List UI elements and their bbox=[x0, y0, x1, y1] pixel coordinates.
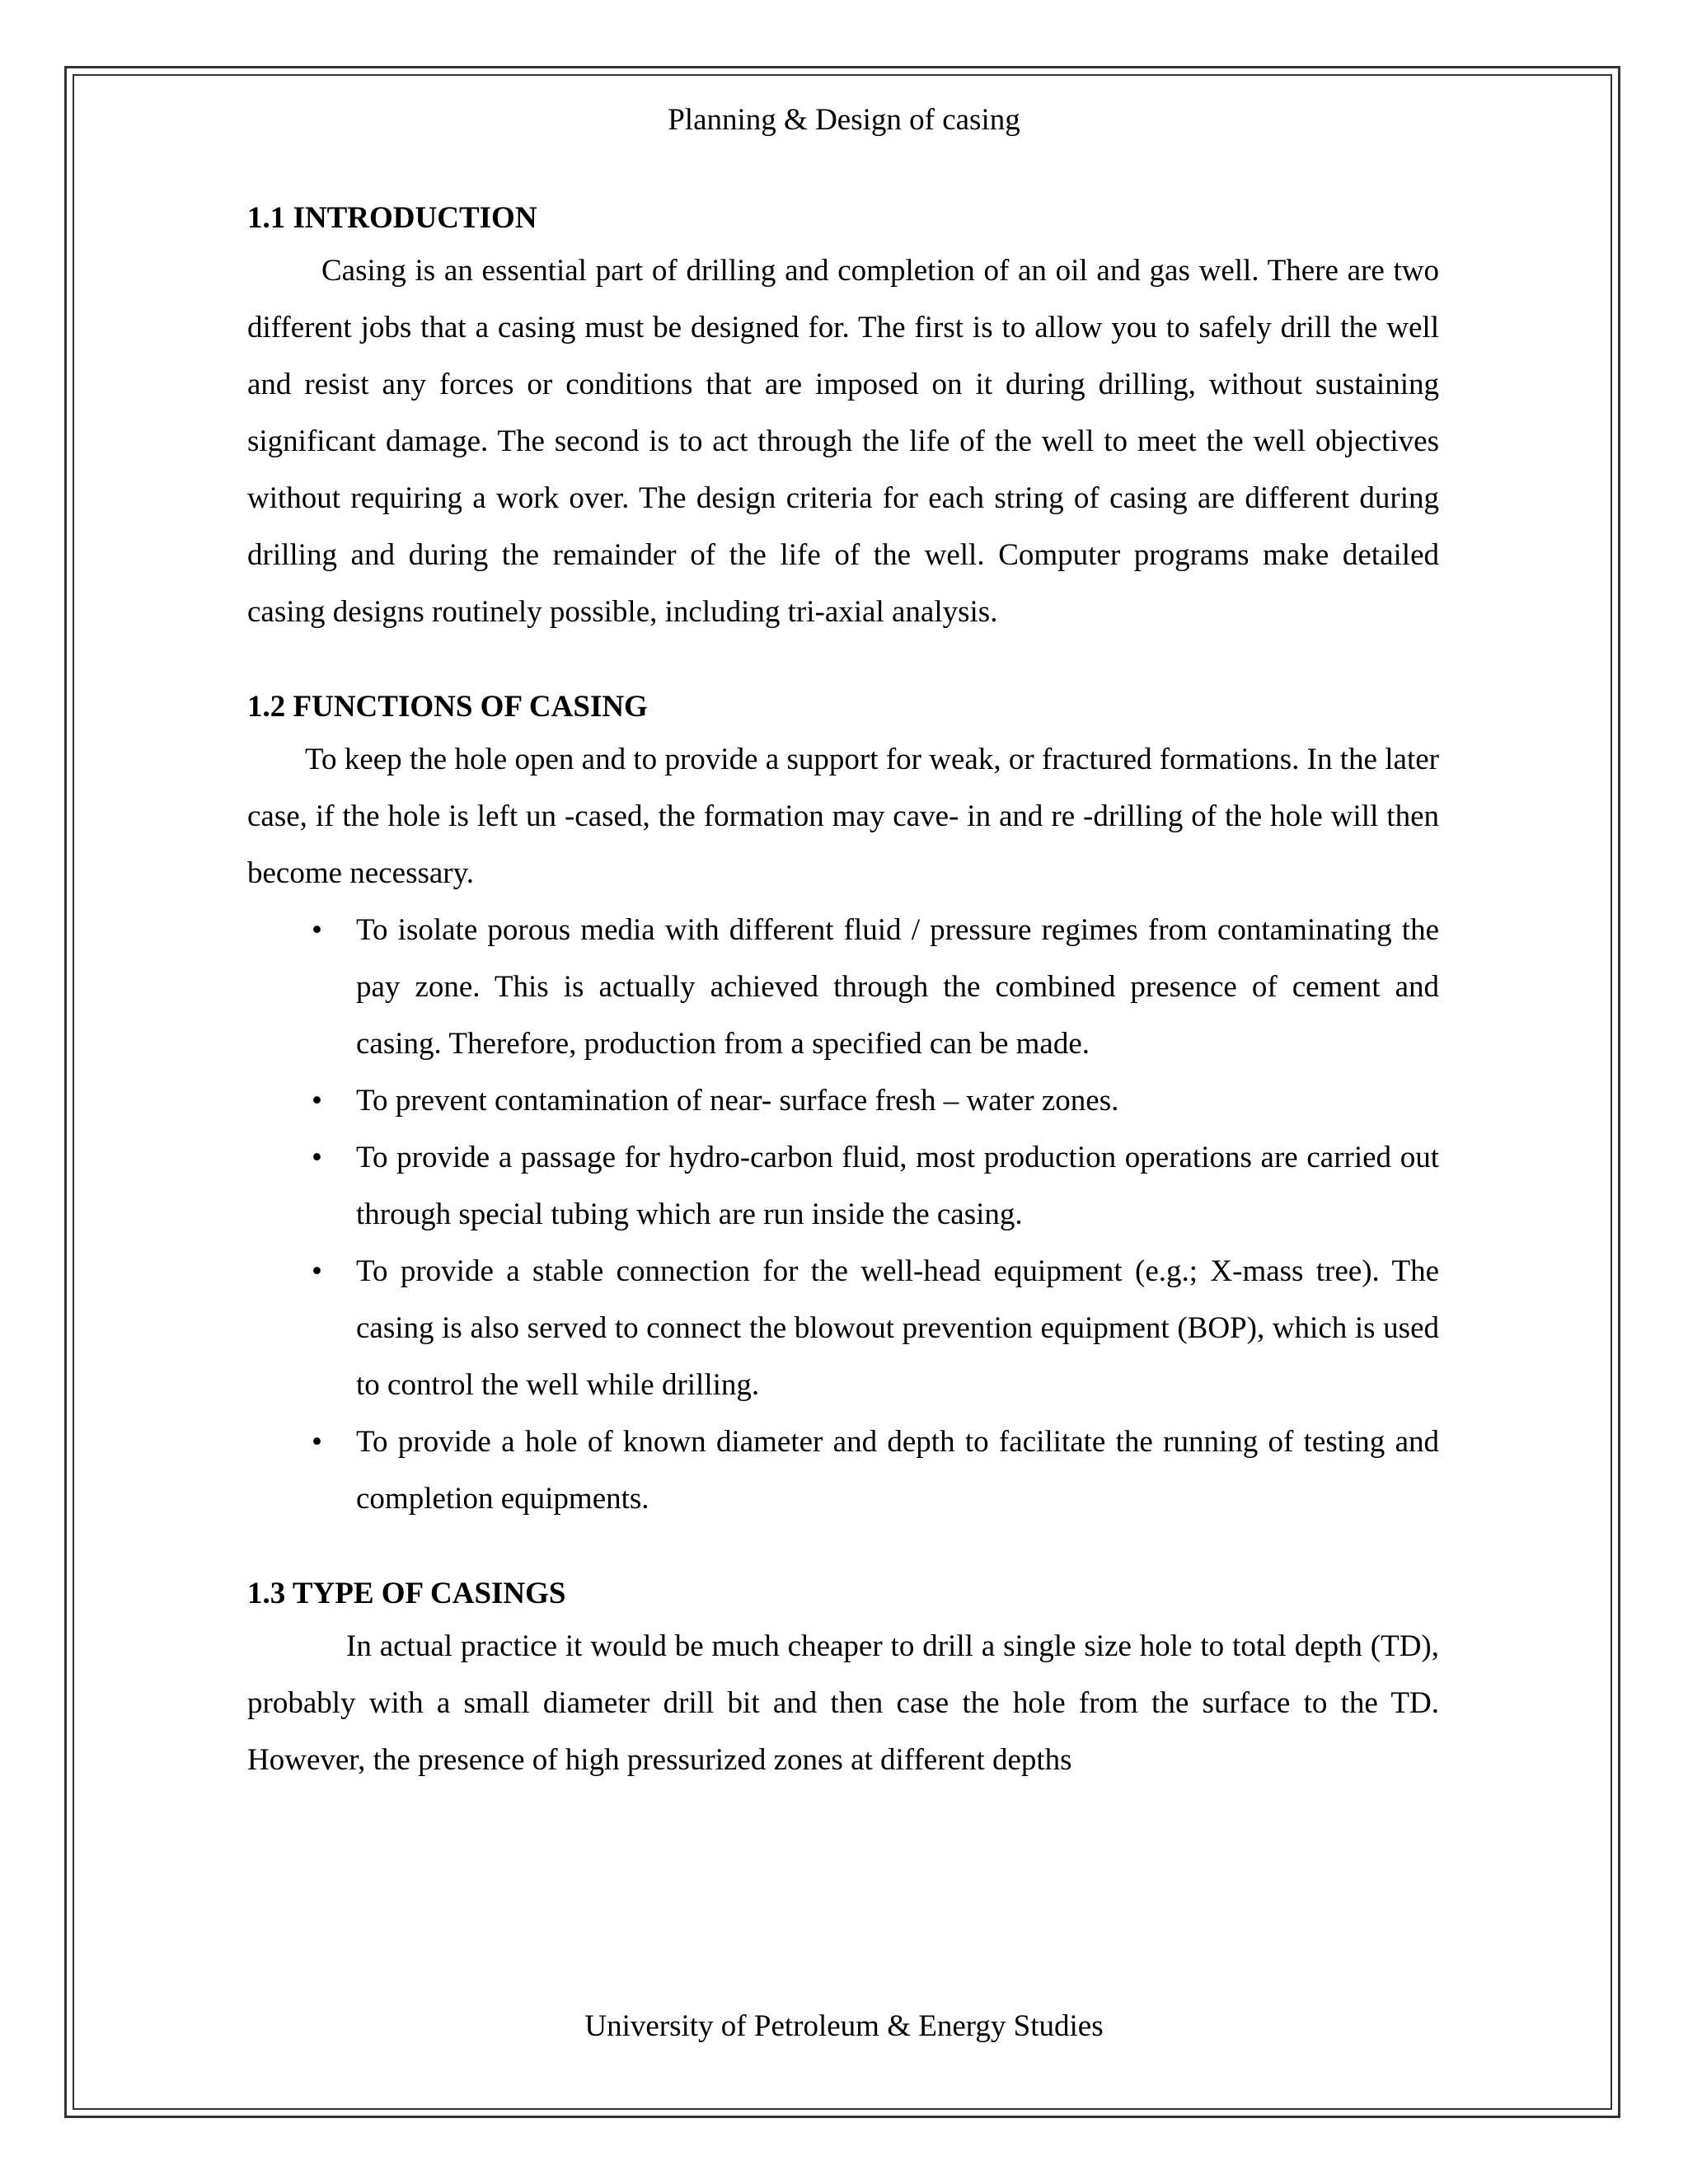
functions-paragraph: To keep the hole open and to provide a support for weak, or fractured formations. In the later case, if the hole is left un -cased, the formation may cave- in and re -drilling of the hole will then become necessary. bbox=[247, 743, 1439, 890]
bullet-icon: • bbox=[312, 1084, 322, 1118]
bullet-icon: • bbox=[312, 913, 322, 947]
bullet-text: To prevent contamination of near- surface fresh – water zones. bbox=[356, 1084, 1119, 1118]
page-body bbox=[247, 194, 1439, 1788]
running-header: Planning & Design of casing bbox=[668, 103, 1020, 137]
bullet-icon: • bbox=[312, 1141, 322, 1174]
types-paragraph: In actual practice it would be much cheaper to drill a single size hole to total depth (TD), probably with a small diameter drill bit and then case the hole from the surface to the TD. However, the presence of high pressurized zones at different depths bbox=[247, 1629, 1439, 1777]
functions-bullet-list bbox=[247, 902, 1439, 1527]
list-item bbox=[247, 1243, 1439, 1413]
section-heading-types: 1.3 TYPE OF CASINGS bbox=[247, 1577, 566, 1610]
bullet-text: To provide a hole of known diameter and depth to facilitate the running of testing and completion equipments. bbox=[356, 1425, 1439, 1516]
introduction-paragraph: Casing is an essential part of drilling and completion of an oil and gas well. There are two different jobs that a casing must be designed for. The first is to allow you to safely drill the well and resist any forces or conditions that are imposed on it during drilling, without sustaining significant damage. The second is to act through the life of the well to meet the well objectives without requiring a work over. The design criteria for each string of casing are different during drilling and during the remainder of the life of the well. Computer programs make detailed casing designs routinely possible, including tri-axial analysis. bbox=[247, 254, 1439, 629]
section-heading-introduction: 1.1 INTRODUCTION bbox=[247, 201, 537, 235]
bullet-icon: • bbox=[312, 1254, 322, 1288]
bullet-icon: • bbox=[312, 1425, 322, 1459]
section-heading-functions: 1.2 FUNCTIONS OF CASING bbox=[247, 690, 648, 724]
running-footer: University of Petroleum & Energy Studies bbox=[584, 2009, 1104, 2043]
bullet-text: To provide a passage for hydro-carbon fluid, most production operations are carried out through special tubing which are run inside the casing. bbox=[356, 1141, 1439, 1231]
list-item bbox=[247, 1413, 1439, 1527]
bullet-text: To isolate porous media with different fluid / pressure regimes from contaminating the pay zone. This is actually achieved through the combined presence of cement and casing. Therefore, production from a specified can be made. bbox=[356, 913, 1439, 1061]
list-item bbox=[247, 902, 1439, 1072]
list-item bbox=[247, 1129, 1439, 1243]
list-item bbox=[247, 1072, 1439, 1129]
bullet-text: To provide a stable connection for the well-head equipment (e.g.; X-mass tree). The casing is also served to connect the blowout prevention equipment (BOP), which is used to control the well while drilling. bbox=[356, 1254, 1439, 1402]
